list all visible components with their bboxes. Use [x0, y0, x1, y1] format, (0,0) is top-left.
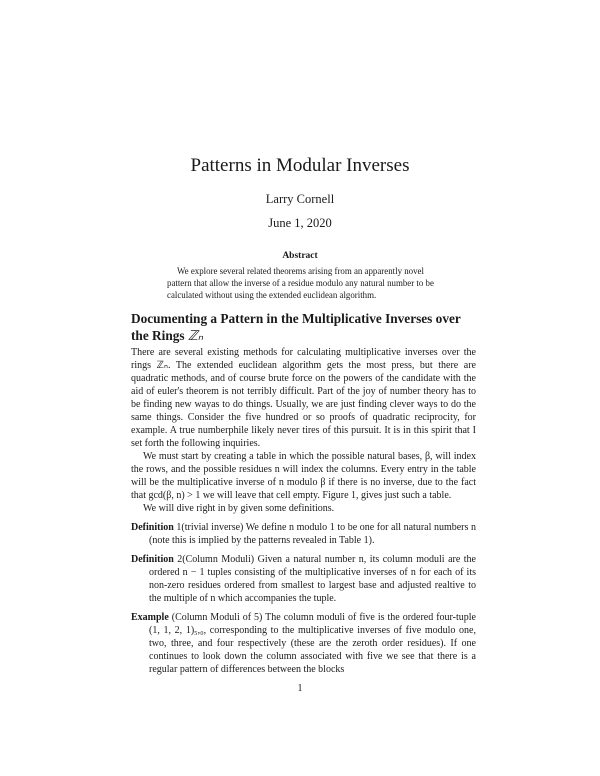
example-label: Example — [131, 612, 169, 623]
paragraph: We must start by creating a table in which the possible natural bases, β, will index the rows, and the possible residues n will index the columns. Every entry in the table will be the multiplicative inverse of n modulo β if there is no inverse, due to the fact that gcd(β, n) > 1 we will leave that cell empty. Figure 1, gives just such a table. — [131, 451, 476, 501]
example-text: (Column Moduli of 5) The column moduli of five is the ordered four-tuple (1, 1, 2, 1)₅,₀, corresponding to the multiplicative inverses of five modulo one, two, three, and four respectively (these are the zeroth order residues). If one continues to look down the column associated with five we see that there is a regular pattern of differences between the blocks — [149, 612, 476, 675]
paragraph: We will dive right in by given some definitions. — [143, 503, 335, 514]
definition-text: 2(Column Moduli) Given a natural number n, its column moduli are the ordered n − 1 tuples consisting of the multiplicative inverses of n for each of its non-zero residues ordered from smallest to largest base and adjusted realtive to the multiple of n which accompanies the tuple. — [149, 554, 476, 604]
abstract-heading: Abstract — [282, 251, 318, 261]
page-number: 1 — [297, 683, 303, 694]
paragraph: There are several existing methods for calculating multiplicative inverses over the rings ℤₙ. The extended euclidean algorithm gets the most press, but there are quadratic methods, and of course brute force on the powers of the candidate with the aid of euler's theorem is not terribly difficult. Part of the joy of number theory has to be finding new wayas to do things. Usually, we are just finding clever ways to do the same things. Consider the five hundred or so proofs of quadratic reciprocity, for example. A true numberphile likely never tires of this pursuit. It is in this spirit that I set forth the following inquiries. — [131, 347, 476, 449]
definition-2 — [131, 553, 476, 605]
publication-date: June 1, 2020 — [268, 216, 332, 230]
example — [131, 611, 476, 676]
abstract-text: We explore several related theorems arising from an apparently novel pattern that allow the inverse of a residue modulo any natural number to be calculated without using the extended euclidean algorithm. — [167, 266, 434, 300]
paper-title: Patterns in Modular Inverses — [190, 155, 410, 176]
body-text — [131, 346, 476, 676]
author-name: Larry Cornell — [265, 192, 335, 206]
section-symbol: ℤₙ — [187, 328, 204, 343]
section-heading — [131, 310, 476, 344]
section-title: Documenting a Pattern in the Multiplicative Inverses over the Rings — [131, 311, 461, 343]
definition-1 — [131, 521, 476, 547]
definition-label: Definition — [131, 554, 174, 565]
definition-text: 1(trivial inverse) We define n modulo 1 to be one for all natural numbers n (note this is implied by the patterns revealed in Table 1). — [149, 522, 476, 546]
definition-label: Definition — [131, 522, 174, 533]
